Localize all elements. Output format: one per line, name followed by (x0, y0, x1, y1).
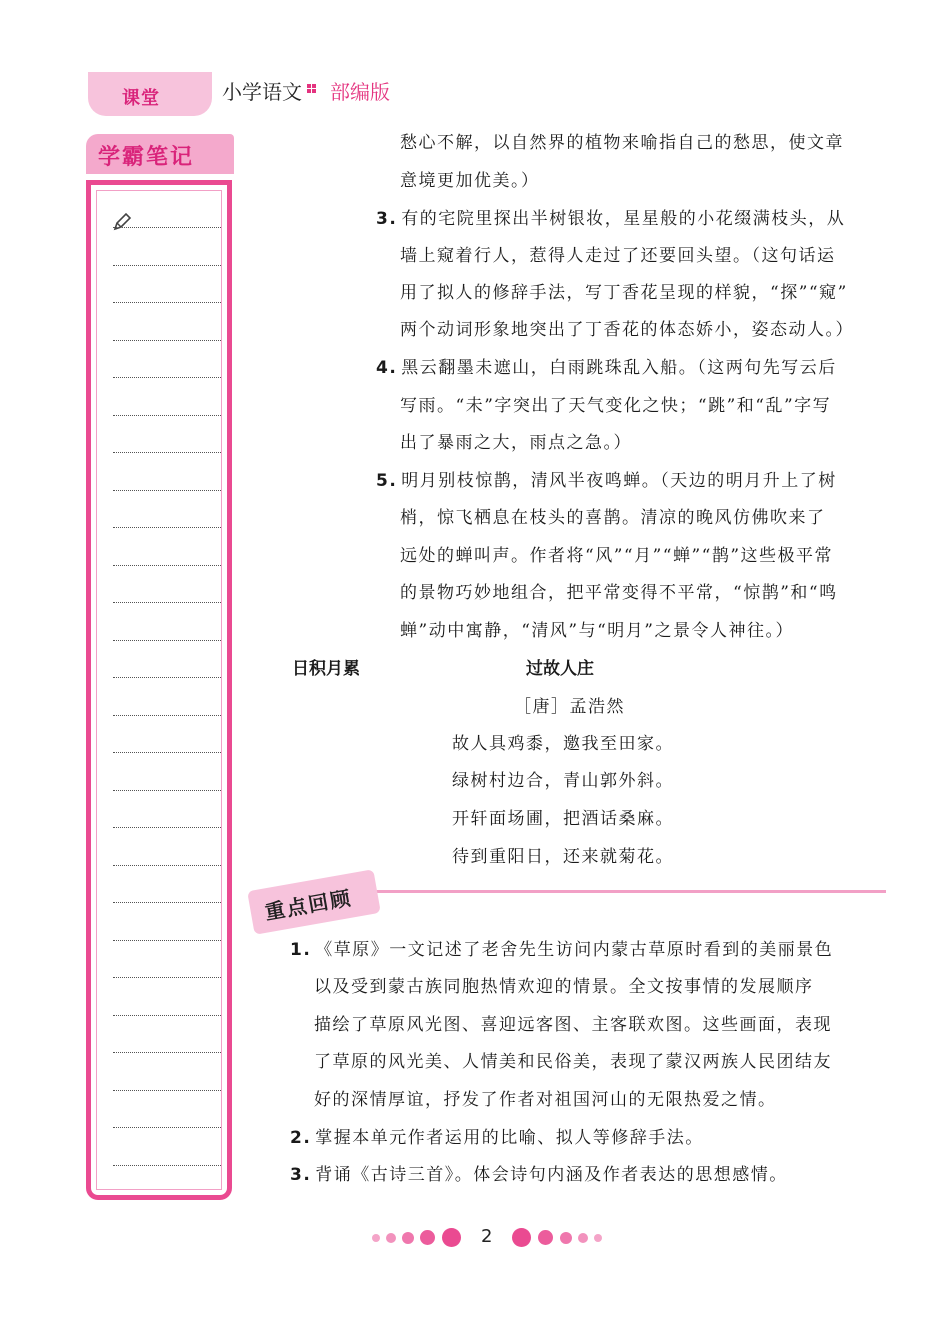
review-line: 背诵《古诗三首》。体会诗句内涵及作者表达的思想感情。 (315, 1165, 788, 1185)
list-item-5 (376, 466, 837, 491)
item-line: 墙上窥着行人，惹得人走过了还要回头望。（这句话运 (400, 246, 836, 266)
note-line (113, 452, 221, 453)
note-line (113, 677, 221, 678)
item-line: 的景物巧妙地组合，把平常变得不平常，“惊鹊”和“鸣 (400, 583, 838, 603)
list-item-4 (376, 353, 837, 378)
note-line (113, 602, 221, 603)
item-line: 两个动词形象地突出了丁香花的体态娇小，姿态动人。） (400, 320, 854, 340)
page-dots-right (512, 1228, 608, 1248)
review-line: 好的深情厚谊，抒发了作者对祖国河山的无限热爱之情。 (314, 1090, 777, 1110)
notes-box (86, 180, 232, 1200)
poem-title: 过故人庄 (526, 659, 594, 679)
continuation-line-1: 愁心不解，以自然界的植物来喻指自己的愁思，使文章 (400, 133, 844, 153)
note-line (113, 752, 221, 753)
review-line: 掌握本单元作者运用的比喻、拟人等修辞手法。 (315, 1128, 704, 1148)
notes-title-bar (86, 134, 234, 174)
page-dots-left (372, 1228, 468, 1248)
edition-label: 部编版 (330, 80, 390, 104)
item-number: 2. (290, 1128, 312, 1148)
note-line (113, 640, 221, 641)
review-item-3 (290, 1160, 788, 1185)
notes-box-inner (96, 190, 222, 1190)
note-line (113, 827, 221, 828)
pencil-icon (111, 211, 133, 233)
note-line (113, 527, 221, 528)
poem-line: 绿树村边合，青山郭外斜。 (452, 771, 674, 791)
note-line (113, 565, 221, 566)
note-line (113, 1165, 221, 1166)
note-line (113, 1052, 221, 1053)
page-number: 2 (481, 1226, 493, 1247)
note-line (113, 302, 221, 303)
note-line (113, 1090, 221, 1091)
note-line (113, 715, 221, 716)
item-number: 4. (376, 358, 398, 378)
review-line: 了草原的风光美、人情美和民俗美，表现了蒙汉两族人民团结友 (314, 1052, 832, 1072)
notes-title: 学霸笔记 (98, 145, 195, 170)
item-line: 明月别枝惊鹊，清风半夜鸣蝉。（天边的明月升上了树 (401, 471, 837, 491)
item-line: 出了暴雨之大，雨点之急。） (400, 433, 632, 453)
notes-sidebar (86, 134, 234, 1202)
item-line: 蝉”动中寓静，“清风”与“明月”之景令人神往。） (400, 621, 794, 641)
note-line (113, 490, 221, 491)
section-label-daily: 日积月累 (292, 659, 360, 679)
item-line: 梢，惊飞栖息在枝头的喜鹊。清凉的晚风仿佛吹来了 (400, 508, 826, 528)
item-number: 3. (376, 209, 398, 229)
note-line (113, 227, 221, 228)
note-line (113, 902, 221, 903)
review-line: 《草原》一文记述了老舍先生访问内蒙古草原时看到的美丽景色 (315, 940, 834, 960)
poem-line: 待到重阳日，还来就菊花。 (452, 847, 674, 867)
poem-line: 开轩面场圃，把酒话桑麻。 (452, 809, 674, 829)
list-item-3 (376, 204, 845, 229)
note-line (113, 377, 221, 378)
note-line (113, 1127, 221, 1128)
poem-author: ［唐］孟浩然 (514, 697, 625, 717)
review-line: 以及受到蒙古族同胞热情欢迎的情景。全文按事情的发展顺序 (314, 977, 814, 997)
book-logo (88, 72, 212, 116)
review-item-2 (290, 1123, 704, 1148)
logo-text: 课堂 (122, 88, 160, 109)
note-line (113, 865, 221, 866)
poem-line: 故人具鸡黍，邀我至田家。 (452, 734, 674, 754)
note-line (113, 340, 221, 341)
note-line (113, 1015, 221, 1016)
note-line (113, 265, 221, 266)
separator-dots-icon (307, 84, 317, 94)
item-line: 用了拟人的修辞手法，写丁香花呈现的样貌，“探”“窥” (400, 283, 848, 303)
note-line (113, 940, 221, 941)
item-line: 黑云翻墨未遮山，白雨跳珠乱入船。（这两句先写云后 (401, 358, 837, 378)
continuation-line-2: 意境更加优美。） (400, 171, 540, 191)
item-number: 1. (290, 940, 312, 960)
item-line: 有的宅院里探出半树银妆，星星般的小花缀满枝头，从 (401, 209, 846, 229)
subject-label: 小学语文 (222, 80, 302, 104)
item-line: 写雨。“未”字突出了天气变化之快；“跳”和“乱”字写 (400, 396, 832, 416)
item-line: 远处的蝉叫声。作者将“风”“月”“蝉”“鹊”这些极平常 (400, 546, 834, 566)
review-item-1 (290, 935, 833, 960)
note-line (113, 977, 221, 978)
note-line (113, 415, 221, 416)
review-line: 描绘了草原风光图、喜迎远客图、主客联欢图。这些画面，表现 (314, 1015, 832, 1035)
item-number: 3. (290, 1165, 312, 1185)
item-number: 5. (376, 471, 398, 491)
note-line (113, 790, 221, 791)
review-badge (247, 869, 381, 935)
review-divider (372, 890, 886, 893)
review-title: 重点回顾 (263, 885, 354, 925)
